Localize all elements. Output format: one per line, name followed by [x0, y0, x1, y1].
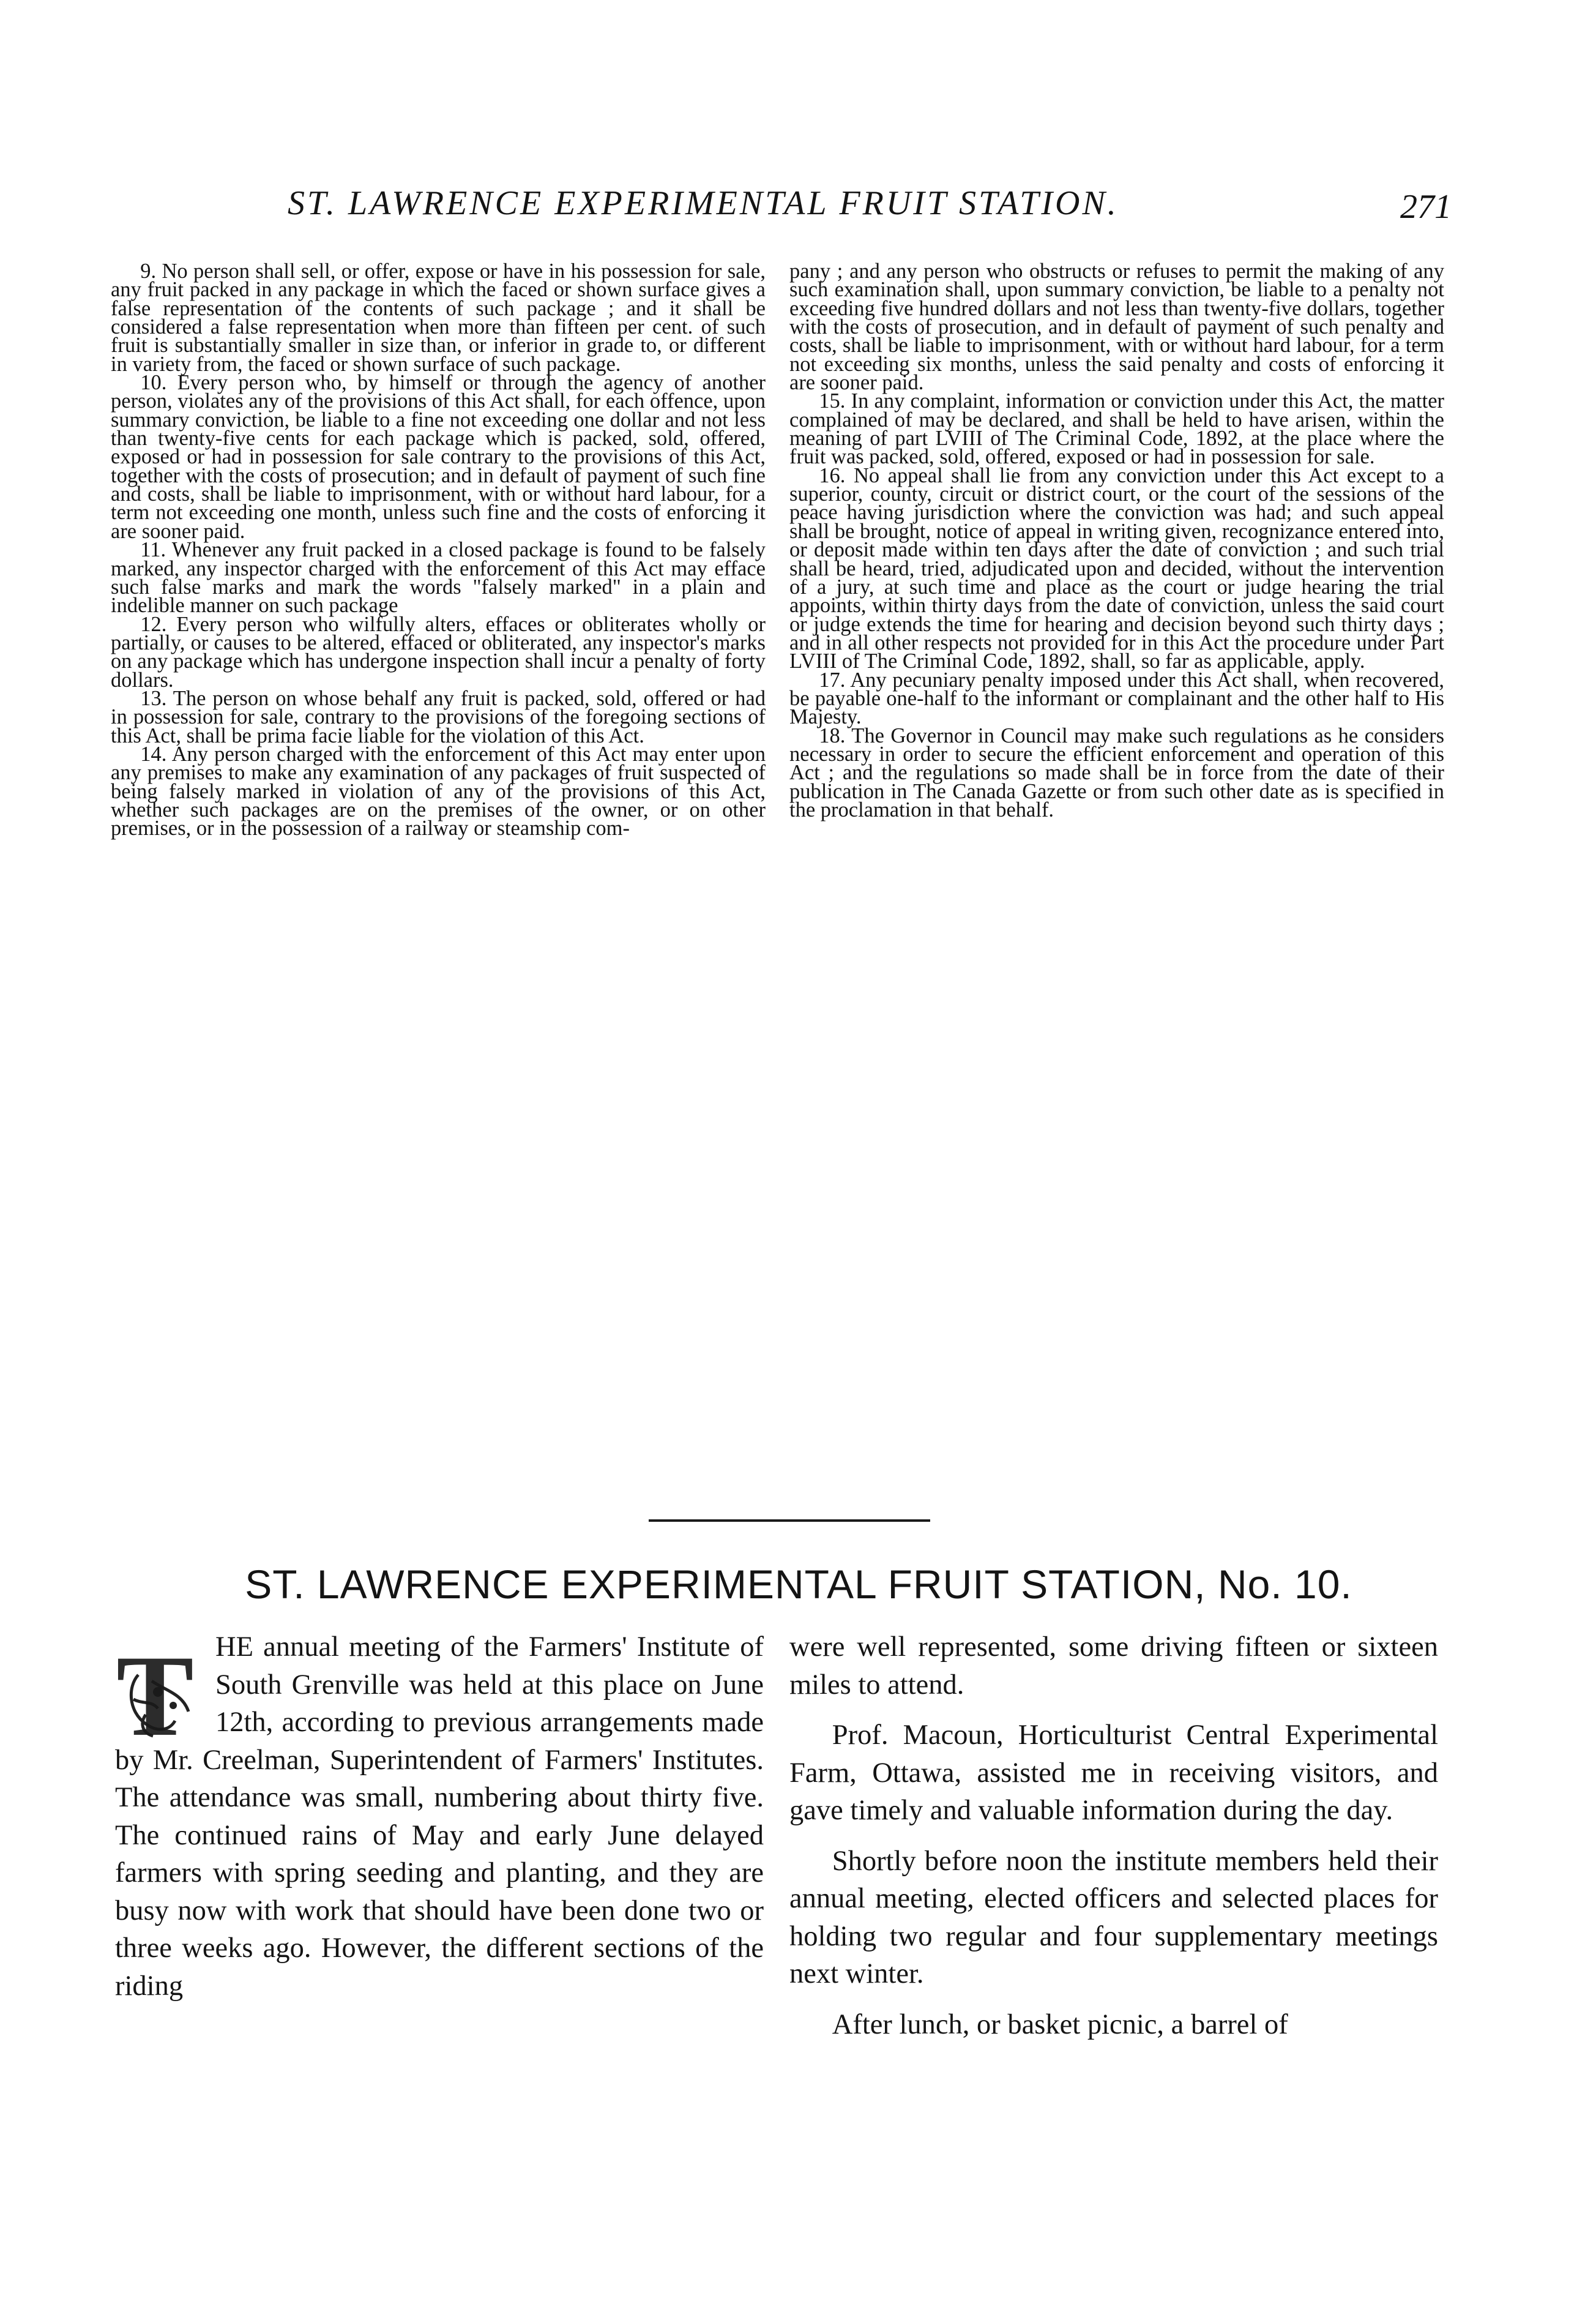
act-right-column	[789, 262, 1444, 819]
page-number: 271	[1400, 188, 1452, 226]
section-divider	[649, 1519, 930, 1522]
act-section-17: 17. Any pecuniary penalty imposed under this Act shall, when recovered, be payable one-half to the informant or complainant and the other half to His Majesty.	[789, 668, 1444, 729]
act-left-column	[111, 262, 766, 838]
act-section-14: 14. Any person charged with the enforcement of this Act may enter upon any premises to make any examination of any packages of fruit suspected of being falsely marked in violation of any of the provisions of this Act, whether such packages are on the premises of the owner, or on other premises, or in the possession of a railway or steamship com-	[111, 742, 766, 840]
article-paragraph: Prof. Macoun, Horticulturist Central Experimental Farm, Ottawa, assisted me in receiving visitors, and gave timely and valuable information during the day.	[789, 1720, 1438, 1826]
article-title: ST. LAWRENCE EXPERIMENTAL FRUIT STATION, No. 10.	[245, 1562, 1352, 1607]
act-section-13: 13. The person on whose behalf any fruit is packed, sold, offered or had in possession for sale, contrary to the provisions of the foregoing sections of this Act, shall be prima facie liable for the violation of this Act.	[111, 686, 766, 747]
article-paragraph	[115, 1628, 764, 2005]
act-section-11: 11. Whenever any fruit packed in a closed package is found to be falsely marked, any inspector charged with the enforcement of this Act may efface such false marks and mark the words "falsely marked" in a plain and indelible manner on such package	[111, 538, 766, 618]
act-section-14-continued: pany ; and any person who obstructs or refuses to permit the making of any such examination shall, upon summary conviction, be liable to a penalty not exceeding five hundred dollars and not less than twenty-five dollars, together with the costs of prosecution, and in default of payment of such penalty and costs, shall be liable to imprisonment, with or without hard labour, for a term not exceeding six months, unless the said penalty and costs of enforcing it are sooner paid.	[789, 260, 1444, 395]
article-paragraph: After lunch, or basket picnic, a barrel of	[832, 2008, 1288, 2040]
article-paragraph: were well represented, some driving fifteen or sixteen miles to attend.	[789, 1631, 1438, 1701]
act-section-18: 18. The Governor in Council may make such regulations as he considers necessary in order to secure the efficient enforcement and operation of this Act ; and the regulations so made shall be in force from the date of their publication in The Canada Gazette or from such other date as is specified in the proclamation in that behalf.	[789, 724, 1444, 821]
act-section-10: 10. Every person who, by himself or through the agency of another person, violates any of the provisions of this Act shall, for each offence, upon summary conviction, be liable to a fine not exceeding one dollar and not less than twenty-five cents for each package which is packed, sold, offered, exposed or had in possession for sale contrary to the provisions of this Act, together with the costs of prosecution; and in default of payment of such fine and costs, shall be liable to imprisonment, with or without hard labour, for a term not exceeding one month, unless such fine and the costs of enforcing it are sooner paid.	[111, 371, 766, 543]
act-section-15: 15. In any complaint, information or conviction under this Act, the matter complained of may be declared, and shall be held to have arisen, within the meaning of part LVIII of The Criminal Code, 1892, at the place where the fruit was packed, sold, offered, exposed or had in possession for sale.	[789, 389, 1444, 469]
drop-cap-letter: T	[116, 1632, 194, 1741]
act-section-16: 16. No appeal shall lie from any conviction under this Act except to a superior, county, circuit or district court, or the court of the sessions of the peace having jurisdiction where the conviction was had; and such appeal shall be brought, notice of appeal in writing given, recognizance entered into, or deposit made within ten days after the date of conviction ; and such trial shall be heard, tried, adjudicated upon and decided, without the intervention of a jury, at such time and place as the court or judge hearing the trial appoints, within thirty days from the date of conviction, unless the said court or judge extends the time for hearing and decision beyond such thirty days ; and in all other respects not provided for in this Act the procedure under Part LVIII of The Criminal Code, 1892, shall, so far as applicable, apply.	[789, 463, 1444, 673]
drop-cap-ornament	[115, 1632, 207, 1741]
article-paragraph: Shortly before noon the institute members held their annual meeting, elected officers and selected places for holding two regular and four supplementary meetings next winter.	[789, 1845, 1438, 1989]
act-section-12: 12. Every person who wilfully alters, effaces or obliterates wholly or partially, or causes to be altered, effaced or obliterated, any inspector's marks on any package which has undergone inspection shall incur a penalty of forty dollars.	[111, 612, 766, 692]
article-right-column	[789, 1628, 1438, 2043]
running-head: ST. LAWRENCE EXPERIMENTAL FRUIT STATION.	[288, 184, 1119, 222]
article-opening-text: HE annual meeting of the Farmers' Institute of South Grenville was held at this place on June 12th, according to previous arrangements made by Mr. Creelman, Superintendent of Farmers' Institutes. The attendance was small, numbering about thirty five. The continued rains of May and early June delayed farmers with spring seeding and planting, and they are busy now with work that should have been done two or three weeks ago. However, the different sections of the riding	[115, 1631, 764, 2002]
article-left-column	[115, 1628, 764, 2005]
act-section-9: 9. No person shall sell, or offer, expose or have in his possession for sale, any fruit packed in any package in which the faced or shown surface gives a false representation of the contents of such package ; and it shall be considered a false representation when more than fifteen per cent. of such fruit is substantially smaller in size than, or inferior in grade to, or different in variety from, the faced or shown surface of such package.	[111, 260, 766, 376]
